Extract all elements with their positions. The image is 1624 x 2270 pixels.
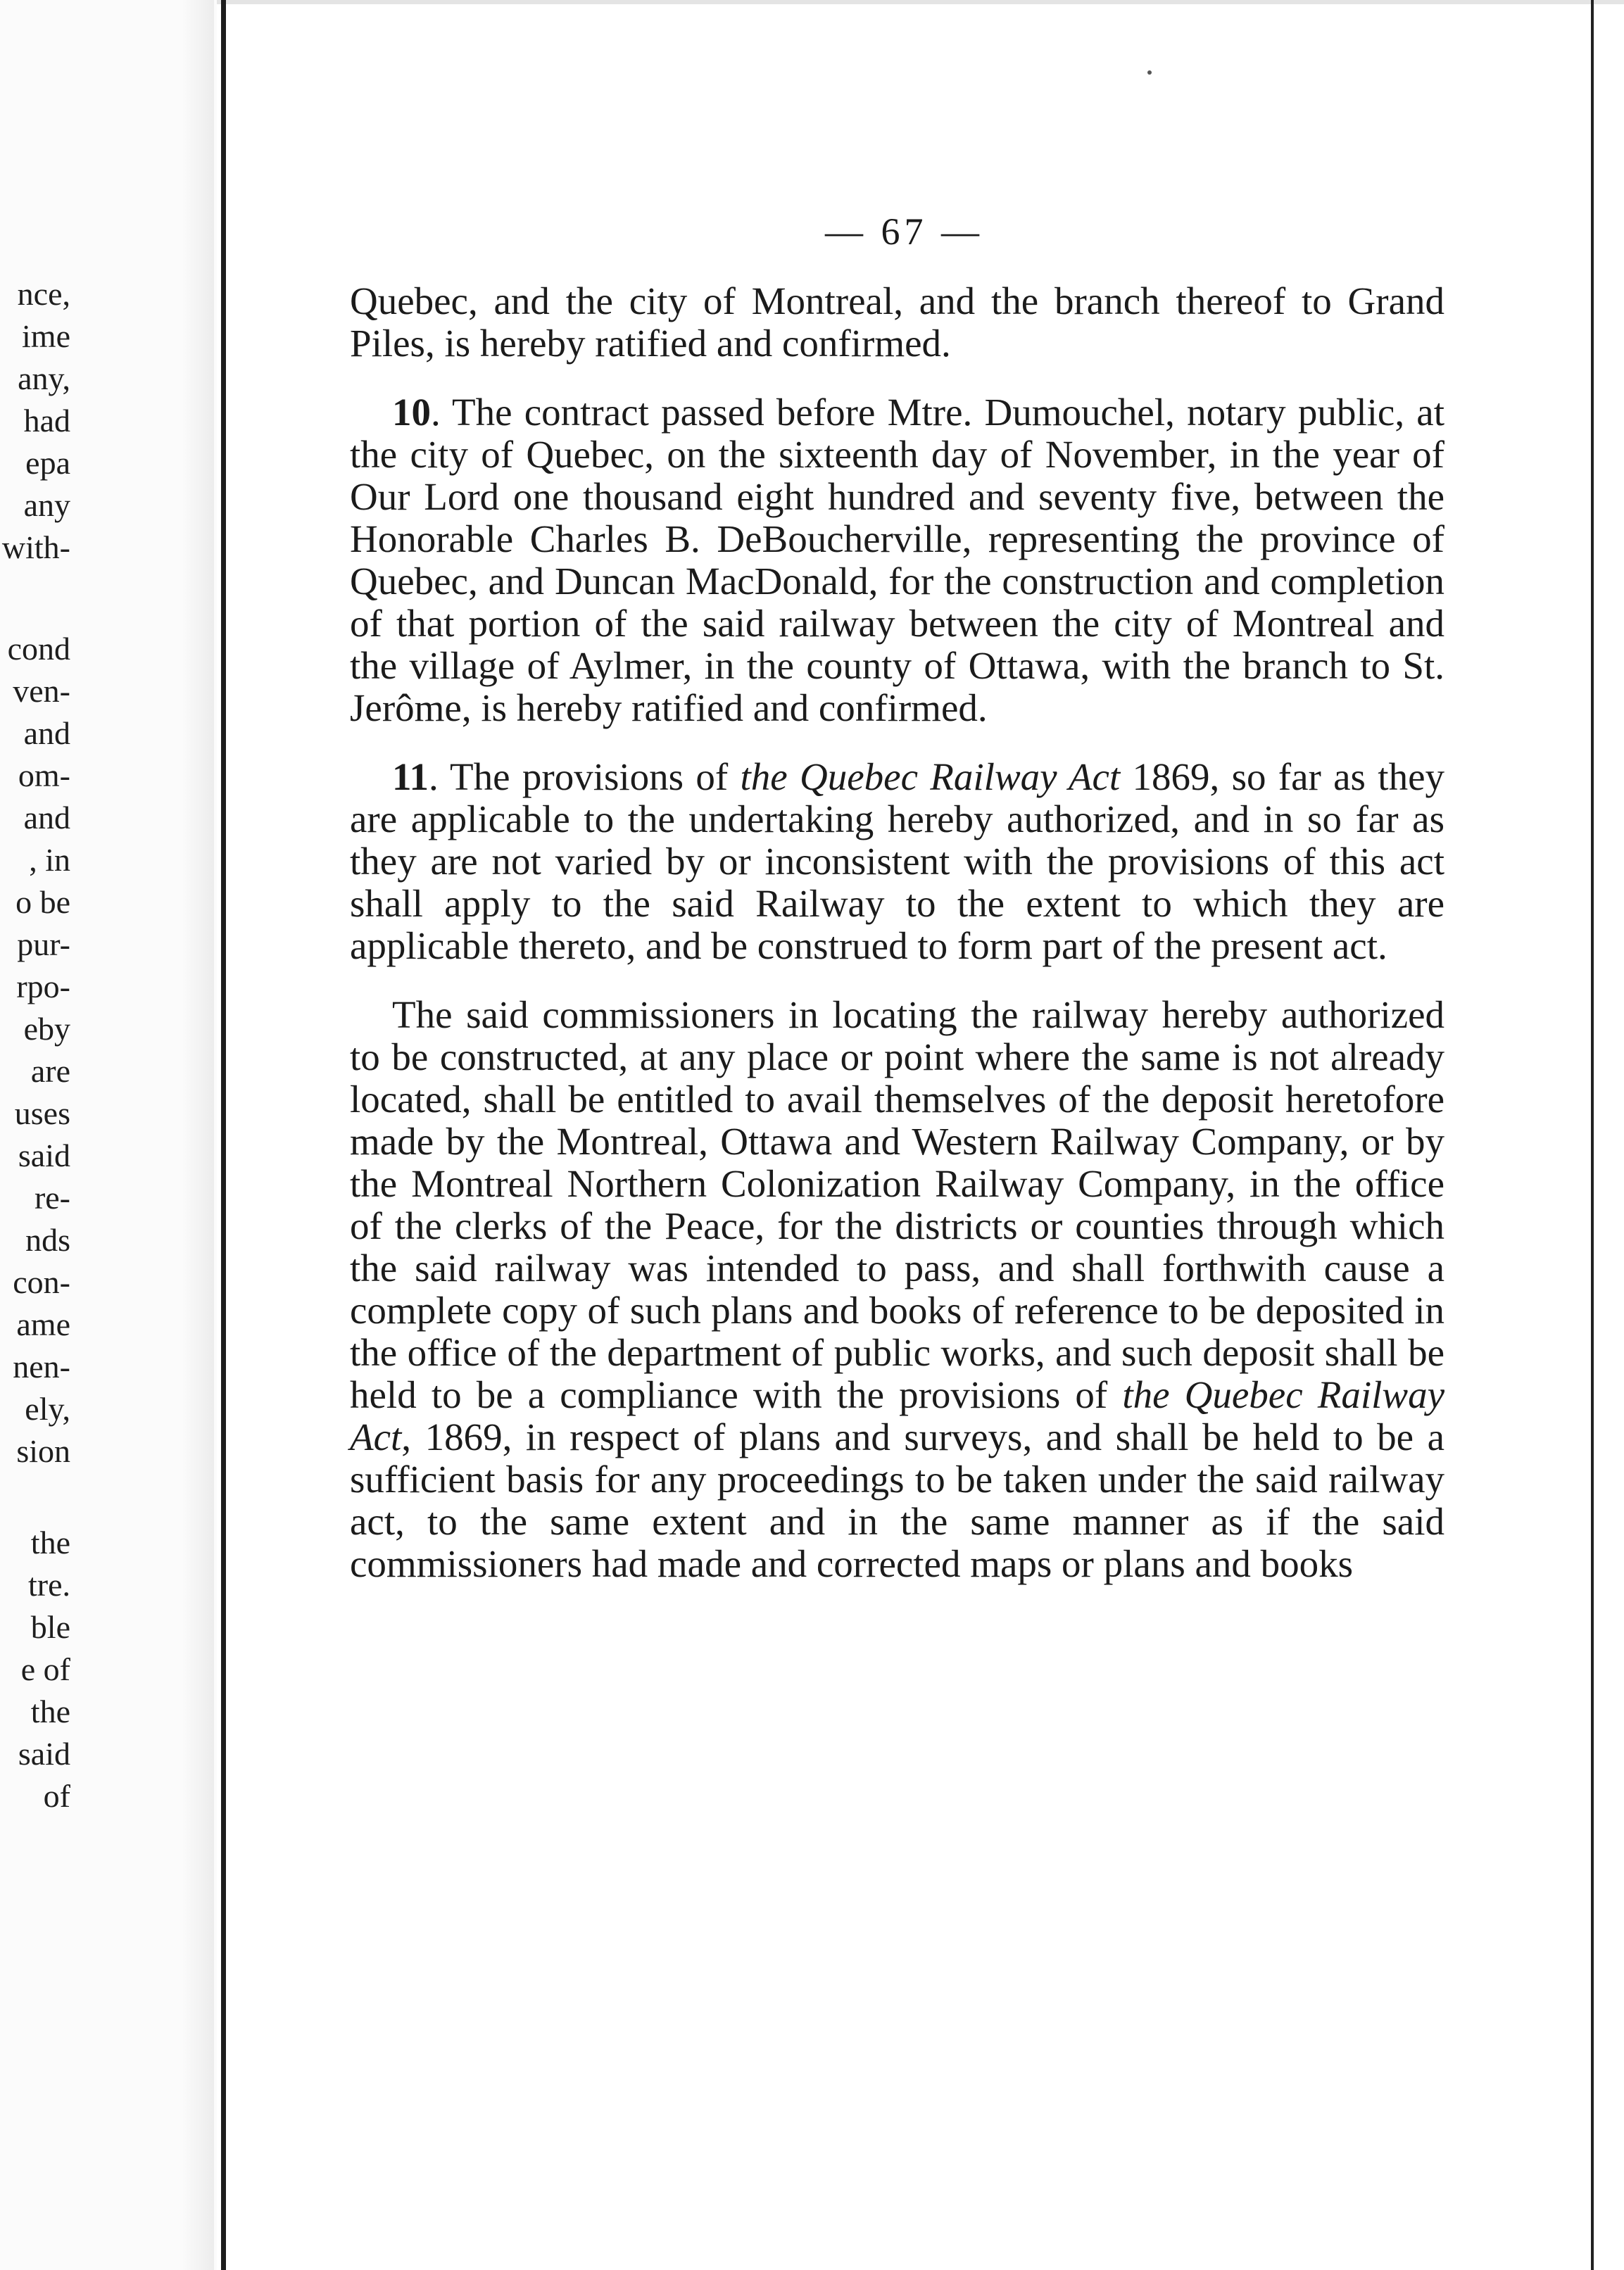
book-page xyxy=(227,0,1591,2270)
facing-page-block-2 xyxy=(0,628,70,1473)
facing-page-fragment: ime xyxy=(22,318,70,354)
act-title: the Quebec Railway Act xyxy=(350,1373,1445,1458)
facing-page-fragment: nce, xyxy=(17,276,70,312)
facing-page-fragment: eby xyxy=(23,1011,70,1047)
facing-page-fragment: and xyxy=(23,715,70,751)
paragraph-continuation: Quebec, and the city of Montreal, and the branch thereof to Grand Piles, is hereby ratified and confirmed. xyxy=(350,279,1444,365)
facing-page-fragment: nds xyxy=(25,1222,70,1258)
facing-page-fragment: ble xyxy=(30,1609,70,1645)
facing-page-fragment: e of xyxy=(20,1651,70,1687)
section-number: 10 xyxy=(392,391,431,434)
section-number: 11 xyxy=(392,755,429,798)
facing-page-fragment: re- xyxy=(34,1180,70,1216)
facing-page-fragment: pur- xyxy=(17,926,70,962)
facing-page-fragment: said xyxy=(18,1736,70,1772)
facing-page-fragment: om- xyxy=(18,757,70,793)
facing-page-block-3 xyxy=(0,1522,70,1817)
page-body xyxy=(350,280,1444,1585)
facing-page-fragment: the xyxy=(30,1694,70,1729)
facing-page-fragment: tre. xyxy=(27,1567,70,1603)
facing-page-fragment: nen- xyxy=(13,1349,70,1385)
facing-page-text xyxy=(0,273,70,1817)
facing-page-fragment: of xyxy=(43,1778,70,1814)
facing-page-fragment: any xyxy=(23,487,70,523)
facing-page-fragment: rpo- xyxy=(16,969,70,1004)
section-11 xyxy=(350,756,1444,967)
facing-page-fragment: said xyxy=(18,1137,70,1173)
facing-page-block-1 xyxy=(0,273,70,569)
facing-page-fragment: cond xyxy=(7,631,70,667)
facing-page-fragment: the xyxy=(30,1525,70,1560)
facing-page-fragment: ely, xyxy=(25,1391,70,1427)
paragraph-commissioners xyxy=(350,994,1444,1585)
gutter-shadow xyxy=(182,0,214,2270)
section-text: . The provisions of xyxy=(428,755,741,798)
facing-page-fragment: ame xyxy=(16,1306,70,1342)
facing-page-fragment: epa xyxy=(25,445,70,481)
paragraph-text: The said commissioners in locating the railway hereby authorized to be constructed, at any place or point where the same is not already located, shall be entitled to avail themselves of the deposit heretofore made by the Montreal, Ottawa and Western Railway Company, or by the Montreal Northern Colonization Railway Company, in the office of the clerks of the Peace, for the districts or counties through which the said railway was intended to pass, and shall forthwith cause a complete copy of such plans and books of reference to be deposited in the office of the department of public works, and such deposit shall be held to be a compliance with the provisions of xyxy=(350,993,1444,1416)
facing-page-fragment: o be xyxy=(15,884,70,920)
facing-page-fragment: with- xyxy=(1,529,70,565)
facing-page-fragment: had xyxy=(23,403,70,439)
section-text: 1869, so far as they are applicable to the undertaking hereby authorized, and in so far as they are not varied by or inconsistent with the provisions of this act shall apply to the said Railway to the extent to which they are applicable thereto, and be construed to form part of the present act. xyxy=(350,755,1444,967)
act-title: the Quebec Railway Act xyxy=(740,755,1121,798)
facing-page-fragment: any, xyxy=(18,360,70,396)
page-number: — 67 — xyxy=(825,210,983,253)
book-gutter xyxy=(221,0,226,2270)
facing-page-fragment: con- xyxy=(13,1264,70,1300)
facing-page-fragment: sion xyxy=(16,1433,70,1469)
facing-page-fragment: and xyxy=(23,800,70,836)
facing-page-fragment: uses xyxy=(14,1095,70,1131)
section-text: . The contract passed before Mtre. Dumouchel, notary public, at the city of Quebec, on the sixteenth day of November, in the year of Our Lord one thousand eight hundred and seventy five, between the Honorable Charles B. DeBoucherville, representing the province of Quebec, and Duncan MacDonald, for the construction and completion of that portion of the said railway between the city of Montreal and the village of Aylmer, in the county of Ottawa, with the branch to St. Jerôme, is hereby ratified and confirmed. xyxy=(350,391,1444,729)
page-right-edge xyxy=(1591,0,1594,2270)
section-10 xyxy=(350,391,1444,729)
facing-page-fragment: , in xyxy=(29,842,70,878)
paragraph-text: , 1869, in respect of plans and surveys, and shall be held to be a sufficient basis for any proceedings to be taken under the said railway act, to the same extent and in the same manner as if the said commissioners had made and corrected maps or plans and books xyxy=(350,1415,1444,1585)
facing-page-fragment: ven- xyxy=(13,673,70,709)
facing-page-fragment: are xyxy=(30,1053,70,1089)
